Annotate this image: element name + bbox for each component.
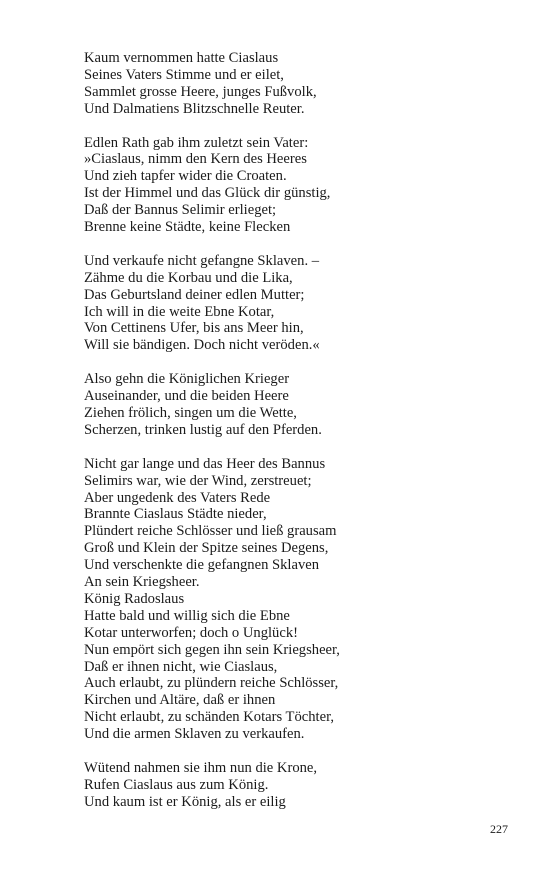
verse-line: Wütend nahmen sie ihm nun die Krone, [84,759,318,776]
verse-line: Ziehen frölich, singen um die Wette, [84,404,297,421]
verse-line: Hatte bald und willig sich die Ebne [84,607,290,624]
verse-line: Kotar unterworfen; doch o Unglück! [84,624,298,641]
verse-line: Und kaum ist er König, als er eilig [84,793,286,810]
verse-line: Daß der Bannus Selimir erlieget; [84,202,277,219]
verse-line: Edlen Rath gab ihm zuletzt sein Vater: [84,134,309,151]
verse-line: Kaum vernommen hatte Ciaslaus [84,50,279,66]
verse-line: Rufen Ciaslaus aus zum König. [84,776,269,793]
verse-line: Will sie bändigen. Doch nicht veröden.« [84,337,320,354]
verse-line: Auseinander, und die beiden Heere [84,388,289,405]
verse-line: Und Dalmatiens Blitzschnelle Reuter. [84,100,305,117]
verse-line: Selimirs war, wie der Wind, zerstreuet; [84,472,312,489]
verse-line: Aber ungedenk des Vaters Rede [84,489,271,506]
verse-line: Sammlet grosse Heere, junges Fußvolk, [84,83,317,100]
verse-line: Brannte Ciaslaus Städte nieder, [84,506,267,523]
poem-text [84,50,524,811]
verse-line: Nun empört sich gegen ihn sein Kriegsheer, [84,641,340,658]
verse-line: Daß er ihnen nicht, wie Ciaslaus, [84,658,278,675]
verse-line: Seines Vaters Stimme und er eilet, [84,66,284,83]
verse-line: Ich will in die weite Ebne Kotar, [84,303,275,320]
verse-line: Groß und Klein der Spitze seines Degens, [84,540,329,557]
stanza [84,456,524,743]
verse-line: Kirchen und Altäre, daß er ihnen [84,692,276,709]
verse-line: Von Cettinens Ufer, bis ans Meer hin, [84,320,304,337]
verse-line: Plündert reiche Schlösser und ließ grausam [84,523,337,540]
verse-line: Brenne keine Städte, keine Flecken [84,219,291,236]
verse-line: An sein Kriegsheer. [84,574,200,591]
verse-line: Auch erlaubt, zu plündern reiche Schlösser, [84,675,339,692]
stanza [84,371,524,439]
verse-line: Das Geburtsland deiner edlen Mutter; [84,286,305,303]
verse-line: Zähme du die Korbau und die Lika, [84,269,293,286]
verse-line: Nicht gar lange und das Heer des Bannus [84,455,326,472]
stanza [84,760,524,811]
verse-line: Nicht erlaubt, zu schänden Kotars Töchter, [84,709,334,726]
verse-line: Und verschenkte die gefangnen Sklaven [84,557,320,574]
page-number: 227 [490,822,508,836]
verse-line: Also gehn die Königlichen Krieger [84,371,290,388]
verse-line: Und verkaufe nicht gefangne Sklaven. – [84,252,320,269]
verse-line: »Ciaslaus, nimm den Kern des Heeres [84,151,307,168]
verse-line: Und zieh tapfer wider die Croaten. [84,168,287,185]
stanza [84,50,524,118]
stanza [84,135,524,236]
stanza [84,253,524,354]
verse-line: Scherzen, trinken lustig auf den Pferden. [84,421,322,438]
verse-line: Ist der Himmel und das Glück dir günstig, [84,185,331,202]
verse-line: König Radoslaus [84,590,185,607]
verse-line: Und die armen Sklaven zu verkaufen. [84,726,305,743]
